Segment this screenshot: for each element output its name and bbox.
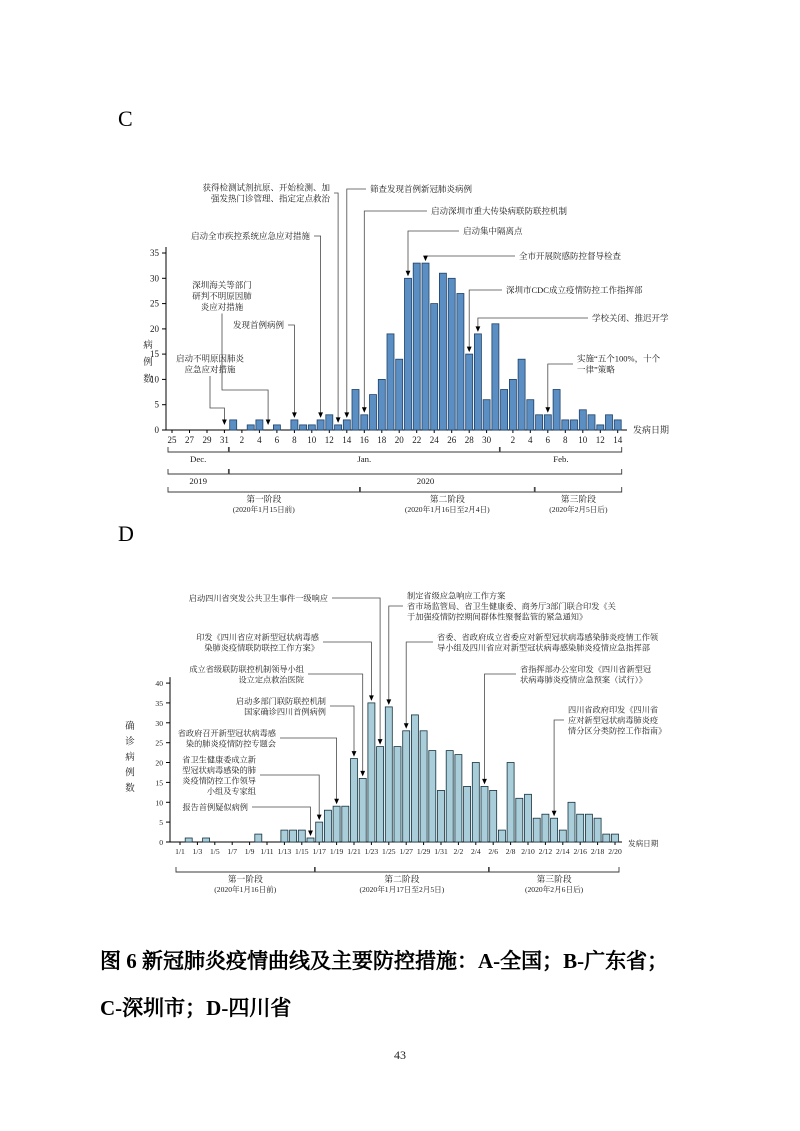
y-tick-label: 10 bbox=[155, 798, 163, 808]
annotation-text: 一律”策略 bbox=[577, 364, 615, 375]
y-tick-label: 15 bbox=[155, 778, 163, 788]
bracket-label: 第三阶段 bbox=[536, 874, 572, 884]
x-tick-label: 1/17 bbox=[312, 847, 326, 856]
x-tick-label: 1/9 bbox=[244, 847, 255, 856]
annotation-text: 国家确诊四川首例病例 bbox=[244, 707, 326, 717]
bar bbox=[568, 802, 575, 842]
annotation-leader bbox=[280, 738, 337, 799]
y-tick-label: 35 bbox=[150, 248, 159, 258]
annotation-leader bbox=[323, 642, 371, 696]
x-tick-label: 4 bbox=[257, 435, 262, 445]
bar bbox=[333, 806, 340, 842]
y-tick-label: 5 bbox=[154, 399, 159, 410]
annotation-arrowhead bbox=[318, 412, 323, 418]
annotation-text: 省指挥部办公室印发《四川省新型冠 bbox=[520, 664, 652, 674]
bracket bbox=[500, 447, 622, 452]
x-tick-label: 1/19 bbox=[329, 847, 344, 856]
x-tick-label: 8 bbox=[563, 435, 568, 445]
y-axis-title: 病 bbox=[143, 341, 153, 351]
bar bbox=[614, 420, 621, 430]
x-tick-label: 6 bbox=[274, 435, 280, 445]
bracket bbox=[168, 447, 228, 452]
figure-caption-line1: 图 6 新冠肺炎疫情曲线及主要防控措施：A-全国；B-广东省； bbox=[100, 949, 669, 973]
bar bbox=[518, 359, 525, 430]
annotation-arrowhead bbox=[378, 739, 383, 745]
bar bbox=[247, 425, 254, 430]
annotation-arrowhead bbox=[222, 420, 227, 426]
bracket-sublabel: (2020年1月17日至2月5日) bbox=[359, 885, 445, 894]
y-axis-title: 例 bbox=[125, 768, 135, 779]
bracket-sublabel: (2020年1月16日至2月4日) bbox=[404, 505, 490, 514]
bar bbox=[562, 420, 569, 430]
annotation-text: 省卫生健康委成立新 bbox=[182, 755, 256, 765]
bar bbox=[525, 794, 532, 842]
x-tick-label: 14 bbox=[613, 435, 623, 445]
bar bbox=[542, 814, 549, 842]
x-tick-label: 8 bbox=[292, 435, 297, 445]
annotation-arrowhead bbox=[404, 723, 409, 729]
annotation-arrowhead bbox=[467, 347, 472, 353]
annotation-leader bbox=[406, 642, 433, 724]
bar bbox=[291, 420, 298, 430]
annotation-arrowhead bbox=[482, 779, 487, 785]
bar bbox=[483, 400, 490, 430]
bracket-label: 2020 bbox=[416, 476, 435, 486]
bracket-sublabel: (2020年2月6日后) bbox=[524, 885, 584, 894]
annotation-text: 印发《四川省应对新型冠状病毒感 bbox=[196, 632, 319, 642]
y-axis-title: 例 bbox=[143, 358, 153, 368]
panel-label-d: D bbox=[118, 521, 134, 546]
bar bbox=[431, 304, 438, 430]
annotation-text: 深圳海关等部门 bbox=[192, 280, 252, 290]
bar bbox=[203, 838, 210, 842]
annotation-arrowhead bbox=[406, 271, 411, 277]
bar bbox=[498, 830, 505, 842]
bracket-label: 第二阶段 bbox=[384, 874, 420, 884]
annotation-arrowhead bbox=[369, 695, 374, 701]
bracket-label: Dec. bbox=[190, 454, 207, 464]
bar bbox=[553, 390, 560, 431]
x-tick-label: 12 bbox=[595, 435, 605, 445]
bar bbox=[413, 263, 420, 430]
bracket bbox=[168, 487, 360, 492]
x-axis-title: 发病日期 bbox=[633, 425, 670, 435]
x-tick-label: 1/5 bbox=[209, 847, 220, 856]
x-tick-label: 2/2 bbox=[453, 847, 464, 856]
bar bbox=[405, 278, 412, 430]
bar bbox=[411, 715, 418, 842]
bracket-sublabel: (2020年1月15日前) bbox=[232, 505, 295, 514]
annotation-arrowhead bbox=[360, 771, 365, 777]
bar bbox=[577, 814, 584, 842]
annotation-leader bbox=[252, 807, 311, 831]
bar bbox=[551, 818, 558, 842]
bracket-label: 第一阶段 bbox=[227, 874, 263, 884]
x-tick-label: 2/16 bbox=[573, 847, 587, 856]
y-tick-label: 15 bbox=[150, 349, 159, 360]
annotation-text: 炎疫情防控工作领导 bbox=[182, 776, 256, 786]
page-number: 43 bbox=[394, 1048, 406, 1062]
x-tick-label: 2/12 bbox=[538, 847, 553, 856]
annotation-text: 筛查发现首例新冠肺炎病例 bbox=[370, 184, 473, 194]
bracket-label: 2019 bbox=[189, 476, 207, 486]
x-tick-label: 1/7 bbox=[227, 847, 238, 856]
x-tick-label: 30 bbox=[482, 435, 492, 445]
bar bbox=[429, 751, 436, 842]
bar bbox=[352, 390, 359, 431]
bar bbox=[472, 763, 479, 843]
bar bbox=[255, 834, 262, 842]
annotation-text: 制定省级应急响应工作方案 bbox=[407, 591, 506, 601]
annotation-arrowhead bbox=[362, 407, 367, 413]
annotation-text: 启动四川省突发公共卫生事件一级响应 bbox=[188, 594, 328, 603]
x-tick-label: 24 bbox=[429, 435, 439, 445]
bar bbox=[387, 334, 394, 430]
bar bbox=[594, 818, 601, 842]
bar bbox=[335, 425, 342, 430]
annotation-arrowhead bbox=[552, 811, 557, 817]
bar bbox=[509, 379, 516, 430]
annotation-text: 应对新型冠状病毒肺炎疫 bbox=[568, 716, 659, 725]
bracket-label: Jan. bbox=[357, 454, 372, 464]
annotation-text: 四川省政府印发《四川省 bbox=[568, 705, 659, 715]
y-tick-label: 35 bbox=[155, 698, 163, 708]
x-tick-label: 2/10 bbox=[521, 847, 535, 856]
bar bbox=[516, 798, 523, 842]
bracket bbox=[168, 469, 228, 474]
x-tick-label: 12 bbox=[324, 435, 334, 445]
annotation-text: 发现首例病例 bbox=[232, 320, 284, 330]
y-tick-label: 0 bbox=[159, 838, 163, 847]
y-tick-label: 0 bbox=[154, 425, 159, 435]
y-axis-title: 数 bbox=[143, 375, 153, 385]
annotation-arrowhead bbox=[476, 326, 481, 332]
y-tick-label: 30 bbox=[150, 273, 159, 284]
x-tick-label: 1/29 bbox=[416, 847, 431, 856]
x-tick-label: 2/6 bbox=[488, 847, 499, 856]
y-tick-label: 10 bbox=[150, 374, 159, 385]
annotation-leader bbox=[554, 720, 564, 811]
bar bbox=[612, 834, 619, 842]
x-tick-label: 25 bbox=[167, 435, 177, 445]
x-tick-label: 4 bbox=[528, 435, 533, 445]
x-tick-label: 29 bbox=[202, 435, 212, 445]
annotation-arrowhead bbox=[352, 751, 357, 757]
bar bbox=[290, 830, 297, 842]
bar bbox=[403, 731, 410, 842]
annotation-text: 获得检测试剂抗原、开始检测、加 bbox=[202, 182, 330, 193]
annotation-arrowhead bbox=[334, 799, 339, 805]
x-tick-label: 2/20 bbox=[608, 847, 622, 856]
y-axis-title: 病 bbox=[125, 753, 135, 763]
bar bbox=[396, 359, 403, 430]
annotation-leader bbox=[308, 674, 363, 771]
annotation-text: 启动多部门联防联控机制 bbox=[235, 696, 326, 706]
x-tick-label: 6 bbox=[545, 435, 551, 445]
annotation-arrowhead bbox=[423, 256, 428, 262]
bar bbox=[559, 830, 566, 842]
figure-caption-line2: C-深圳市；D-四川省 bbox=[100, 996, 292, 1020]
y-axis-title: 诊 bbox=[125, 737, 135, 748]
bar bbox=[464, 786, 471, 842]
bracket-sublabel: (2020年1月16日前) bbox=[214, 885, 277, 894]
bracket-label: 第三阶段 bbox=[560, 494, 597, 504]
bar bbox=[492, 324, 499, 430]
annotation-leader bbox=[347, 189, 366, 413]
y-axis-title: 确 bbox=[125, 722, 135, 732]
x-tick-label: 16 bbox=[359, 435, 369, 445]
annotation-arrowhead bbox=[317, 815, 322, 821]
annotation-text: 强发热门诊管理、指定定点救治 bbox=[210, 193, 330, 204]
bar bbox=[281, 830, 288, 842]
bar bbox=[394, 747, 401, 842]
bar bbox=[422, 263, 429, 430]
annotation-text: 启动全市疾控系统应急应对措施 bbox=[190, 231, 310, 241]
bar bbox=[446, 751, 453, 842]
x-tick-label: 1/25 bbox=[382, 847, 396, 856]
annotation-text: 情分区分类防控工作指南》 bbox=[568, 726, 667, 736]
bar bbox=[385, 707, 392, 842]
bar bbox=[474, 334, 481, 430]
bar bbox=[316, 822, 323, 842]
annotation-arrowhead bbox=[336, 417, 341, 423]
annotation-leader bbox=[314, 236, 321, 413]
y-tick-label: 20 bbox=[155, 758, 163, 768]
bar bbox=[308, 425, 315, 430]
bar bbox=[438, 790, 445, 842]
bar bbox=[298, 830, 305, 842]
bracket bbox=[360, 487, 534, 492]
annotation-arrowhead bbox=[292, 412, 297, 418]
bar bbox=[588, 415, 595, 430]
bar bbox=[370, 395, 377, 430]
x-tick-label: 1/23 bbox=[364, 847, 379, 856]
x-tick-label: 2/18 bbox=[590, 847, 605, 856]
x-tick-label: 27 bbox=[185, 435, 194, 445]
x-tick-label: 2/14 bbox=[556, 847, 570, 856]
x-tick-label: 2 bbox=[239, 435, 245, 445]
bar bbox=[359, 778, 366, 842]
bar bbox=[324, 810, 331, 842]
x-tick-label: 1/11 bbox=[260, 847, 274, 856]
bar bbox=[533, 818, 540, 842]
x-tick-label: 26 bbox=[447, 435, 457, 445]
x-tick-label: 28 bbox=[464, 435, 474, 445]
annotation-text: 学校关闭、推迟开学 bbox=[592, 313, 669, 323]
annotation-arrowhead bbox=[545, 407, 550, 413]
annotation-arrowhead bbox=[386, 699, 391, 705]
x-tick-label: 10 bbox=[578, 435, 588, 445]
x-tick-label: 10 bbox=[307, 435, 317, 445]
bracket-label: Feb. bbox=[553, 454, 569, 464]
annotation-text: 省政府召开新型冠状病毒感 bbox=[177, 728, 276, 738]
bracket bbox=[229, 447, 499, 452]
bar bbox=[544, 415, 551, 430]
bracket bbox=[315, 867, 488, 872]
annotation-text: 实施“五个100%，十个 bbox=[577, 353, 661, 364]
bar bbox=[571, 420, 578, 430]
bar bbox=[273, 425, 280, 430]
bracket bbox=[489, 867, 619, 872]
annotation-text: 状病毒肺炎疫情应急预案（试行）》 bbox=[520, 675, 647, 685]
annotation-text: 深圳市CDC成立疫情防控工作指挥部 bbox=[506, 285, 643, 295]
bar bbox=[439, 273, 446, 430]
bar bbox=[597, 425, 604, 430]
annotation-arrowhead bbox=[266, 420, 271, 426]
annotation-arrowhead bbox=[308, 831, 313, 837]
annotation-text: 研判不明原因肺 bbox=[192, 291, 252, 301]
annotation-text: 省委、省政府成立省委应对新型冠状病毒感染肺炎疫情工作领 bbox=[437, 632, 659, 642]
x-tick-label: 18 bbox=[377, 435, 387, 445]
bar bbox=[466, 354, 473, 430]
y-tick-label: 5 bbox=[159, 818, 163, 828]
y-tick-label: 40 bbox=[155, 679, 163, 689]
bar bbox=[317, 420, 324, 430]
annotation-text: 报告首例疑似病例 bbox=[182, 803, 248, 812]
bar bbox=[342, 806, 349, 842]
annotation-text: 启动深圳市重大传染病联防联控机制 bbox=[431, 206, 568, 216]
bar bbox=[361, 415, 368, 430]
annotation-arrowhead bbox=[344, 412, 349, 418]
annotation-text: 型冠状病毒感染的肺 bbox=[182, 765, 256, 775]
annotation-text: 炎应对措施 bbox=[200, 302, 244, 312]
bar bbox=[300, 425, 307, 430]
bar bbox=[420, 731, 427, 842]
x-tick-label: 1/27 bbox=[399, 847, 413, 856]
x-axis-title: 发病日期 bbox=[628, 839, 659, 848]
bar bbox=[378, 379, 385, 430]
annotation-text: 启动集中隔离点 bbox=[463, 226, 523, 236]
bar bbox=[377, 747, 384, 842]
x-tick-label: 20 bbox=[394, 435, 404, 445]
annotation-text: 于加强疫情防控期间群体性聚餐监管的紧急通知》 bbox=[407, 612, 588, 622]
bracket bbox=[535, 487, 622, 492]
bar bbox=[351, 759, 358, 842]
bar bbox=[490, 790, 497, 842]
bar bbox=[527, 400, 534, 430]
bar bbox=[326, 415, 333, 430]
y-axis-title: 数 bbox=[125, 784, 135, 794]
annotation-text: 染的肺炎疫情防控专题会 bbox=[185, 739, 276, 749]
annotation-leader bbox=[334, 193, 338, 418]
bar bbox=[457, 294, 464, 431]
x-tick-label: 1/21 bbox=[347, 847, 361, 856]
annotation-leader bbox=[288, 325, 294, 413]
x-tick-label: 31 bbox=[219, 435, 229, 445]
bracket-sublabel: (2020年2月5日后) bbox=[549, 505, 608, 514]
y-tick-label: 25 bbox=[150, 298, 159, 309]
bar bbox=[603, 834, 610, 842]
bar bbox=[536, 415, 543, 430]
annotation-text: 应急应对措施 bbox=[184, 364, 236, 375]
annotation-text: 启动不明原因肺炎 bbox=[175, 353, 245, 364]
x-tick-label: 1/31 bbox=[434, 847, 448, 856]
bar bbox=[507, 763, 514, 843]
x-tick-label: 1/1 bbox=[175, 847, 185, 856]
annotation-text: 染肺炎疫情联防联控工作方案》 bbox=[204, 643, 319, 653]
y-tick-label: 30 bbox=[155, 718, 163, 728]
bar bbox=[585, 814, 592, 842]
x-tick-label: 2/4 bbox=[470, 847, 481, 856]
bar bbox=[481, 786, 488, 842]
x-tick-label: 1/15 bbox=[295, 847, 309, 856]
annotation-text: 导小组及四川省应对新型冠状病毒感染肺炎疫情应急指挥部 bbox=[437, 643, 650, 653]
bar bbox=[501, 390, 508, 431]
bar bbox=[455, 755, 462, 842]
x-tick-label: 14 bbox=[342, 435, 352, 445]
x-tick-label: 2/8 bbox=[505, 847, 516, 856]
bar bbox=[448, 278, 455, 430]
y-tick-label: 20 bbox=[150, 323, 159, 334]
bar bbox=[606, 415, 613, 430]
annotation-text: 全市开展院感防控督导检查 bbox=[519, 251, 622, 261]
x-tick-label: 2 bbox=[510, 435, 516, 445]
x-tick-label: 22 bbox=[412, 435, 422, 445]
annotation-text: 小组及专家组 bbox=[206, 786, 256, 796]
bar bbox=[343, 420, 350, 430]
y-tick-label: 25 bbox=[155, 738, 163, 748]
bracket bbox=[176, 867, 315, 872]
bracket-label: 第一阶段 bbox=[246, 494, 282, 504]
annotation-leader bbox=[330, 706, 354, 752]
x-tick-label: 1/13 bbox=[277, 847, 292, 856]
x-tick-label: 1/3 bbox=[192, 847, 203, 856]
annotation-text: 成立省级联防联控机制领导小组 bbox=[189, 664, 304, 674]
bar bbox=[185, 838, 192, 842]
bar bbox=[579, 410, 586, 430]
panel-label-c: C bbox=[118, 106, 133, 131]
bar bbox=[256, 420, 263, 430]
annotation-leader bbox=[389, 606, 403, 700]
bar bbox=[368, 703, 375, 842]
annotation-text: 设立定点救治医院 bbox=[238, 675, 304, 685]
bracket-label: 第二阶段 bbox=[429, 494, 465, 504]
bracket bbox=[229, 469, 622, 474]
bar bbox=[307, 838, 314, 842]
bar bbox=[230, 420, 237, 430]
annotation-text: 省市场监管局、省卫生健康委、商务厅3部门联合印发《关 bbox=[407, 602, 616, 611]
